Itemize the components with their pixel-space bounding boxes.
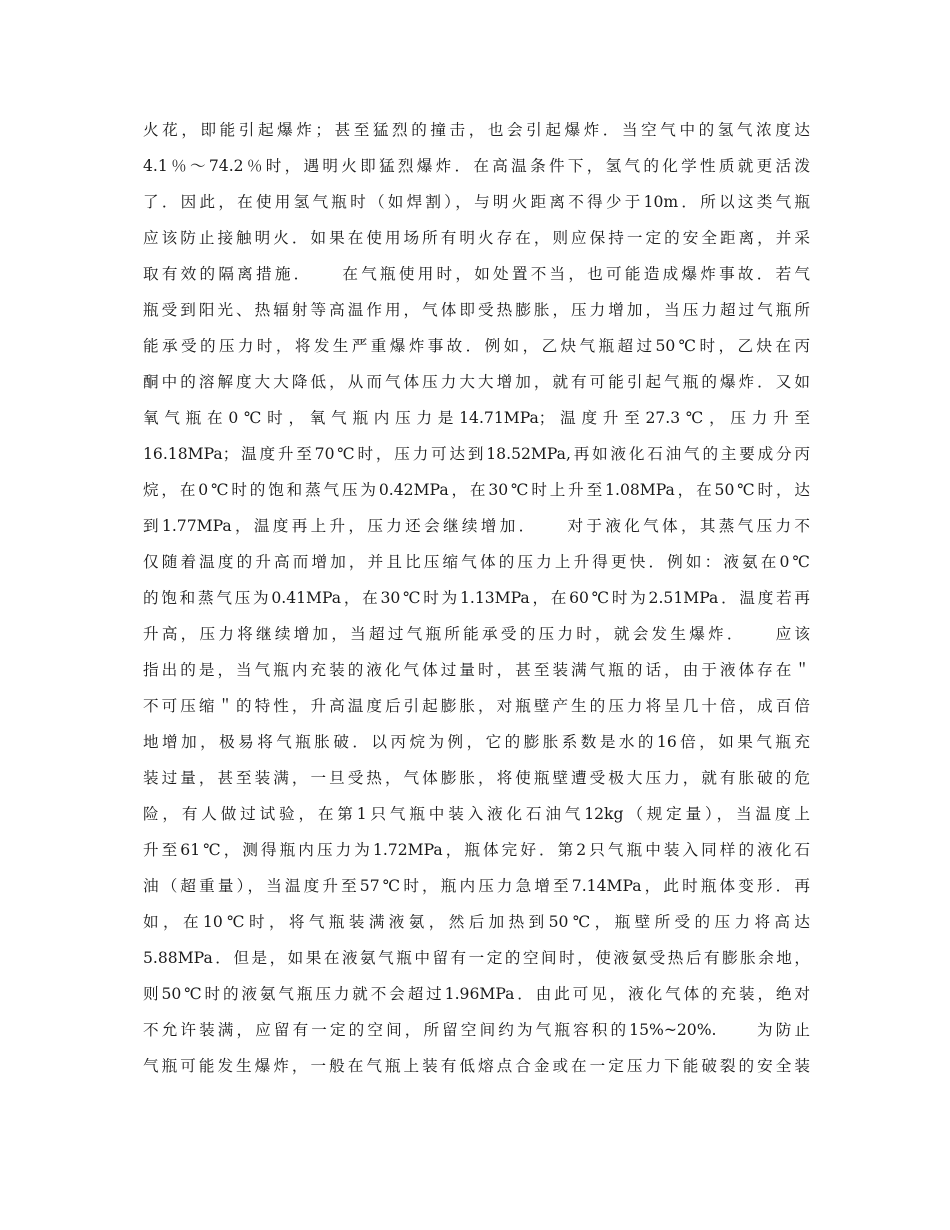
- text-line: 4.1％～74.2％时，遇明火即猛烈爆炸．在高温条件下，氢气的化学性质就更活泼: [143, 157, 810, 175]
- text-line: 16.18MPa；温度升至70℃时，压力可达到18.52MPa,再如液化石油气的主要成分丙: [143, 445, 810, 463]
- text-line: 指出的是，当气瓶内充装的液化气体过量时，甚至装满气瓶的话，由于液体存在＂: [143, 661, 810, 679]
- text-line: 险，有人做过试验，在第1只气瓶中装入液化石油气12kg（规定量），当温度上: [143, 805, 810, 823]
- text-line: 升至61℃，测得瓶内压力为1.72MPa，瓶体完好．第2只气瓶中装入同样的液化石: [143, 841, 810, 859]
- text-line: 油（超重量），当温度升至57℃时，瓶内压力急增至7.14MPa，此时瓶体变形．再: [143, 877, 810, 895]
- text-line: 气瓶可能发生爆炸，一般在气瓶上装有低熔点合金或在一定压力下能破裂的安全装: [143, 1057, 810, 1075]
- text-line: 的饱和蒸气压为0.41MPa，在30℃时为1.13MPa，在60℃时为2.51MPa．温度若再: [143, 589, 810, 607]
- text-line: 酮中的溶解度大大降低，从而气体压力大大增加，就有可能引起气瓶的爆炸．又如: [143, 373, 810, 391]
- text-line: 仅随着温度的升高而增加，并且比压缩气体的压力上升得更快．例如：液氨在0℃: [143, 553, 810, 571]
- text-line: 不允许装满，应留有一定的空间，所留空间约为气瓶容积的15%~20%. 为防止: [143, 1021, 810, 1039]
- text-line: 了．因此，在使用氢气瓶时（如焊割），与明火距离不得少于10m．所以这类气瓶: [143, 193, 810, 211]
- text-line: 火花，即能引起爆炸；甚至猛烈的撞击，也会引起爆炸．当空气中的氢气浓度达: [143, 121, 810, 139]
- text-line: 则50℃时的液氨气瓶压力就不会超过1.96MPa．由此可见，液化气体的充装，绝对: [143, 985, 810, 1003]
- text-line: 应该防止接触明火．如果在使用场所有明火存在，则应保持一定的安全距离，并采: [143, 229, 810, 247]
- text-line: 升高，压力将继续增加，当超过气瓶所能承受的压力时，就会发生爆炸． 应该: [143, 625, 810, 643]
- text-line: 地增加，极易将气瓶胀破．以丙烷为例，它的膨胀系数是水的16倍，如果气瓶充: [143, 733, 810, 751]
- body-text: [143, 112, 810, 1084]
- text-line: 氧气瓶在0℃时，氧气瓶内压力是14.71MPa；温度升至27.3℃，压力升至: [143, 409, 810, 427]
- text-line: 烷，在0℃时的饱和蒸气压为0.42MPa，在30℃时上升至1.08MPa，在50℃时，达: [143, 481, 810, 499]
- text-line: 能承受的压力时，将发生严重爆炸事故．例如，乙炔气瓶超过50℃时，乙炔在丙: [143, 337, 810, 355]
- text-line: 到1.77MPa，温度再上升，压力还会继续增加． 对于液化气体，其蒸气压力不: [143, 517, 810, 535]
- text-line: 瓶受到阳光、热辐射等高温作用，气体即受热膨胀，压力增加，当压力超过气瓶所: [143, 301, 810, 319]
- text-line: 装过量，甚至装满，一旦受热，气体膨胀，将使瓶壁遭受极大压力，就有胀破的危: [143, 769, 810, 787]
- text-line: 取有效的隔离措施． 在气瓶使用时，如处置不当，也可能造成爆炸事故．若气: [143, 265, 810, 283]
- text-line: 如，在10℃时，将气瓶装满液氨，然后加热到50℃，瓶壁所受的压力将高达: [143, 913, 810, 931]
- text-line: 不可压缩＂的特性，升高温度后引起膨胀，对瓶壁产生的压力将呈几十倍，成百倍: [143, 697, 810, 715]
- text-line: 5.88MPa．但是，如果在液氨气瓶中留有一定的空间时，使液氨受热后有膨胀余地，: [143, 949, 810, 967]
